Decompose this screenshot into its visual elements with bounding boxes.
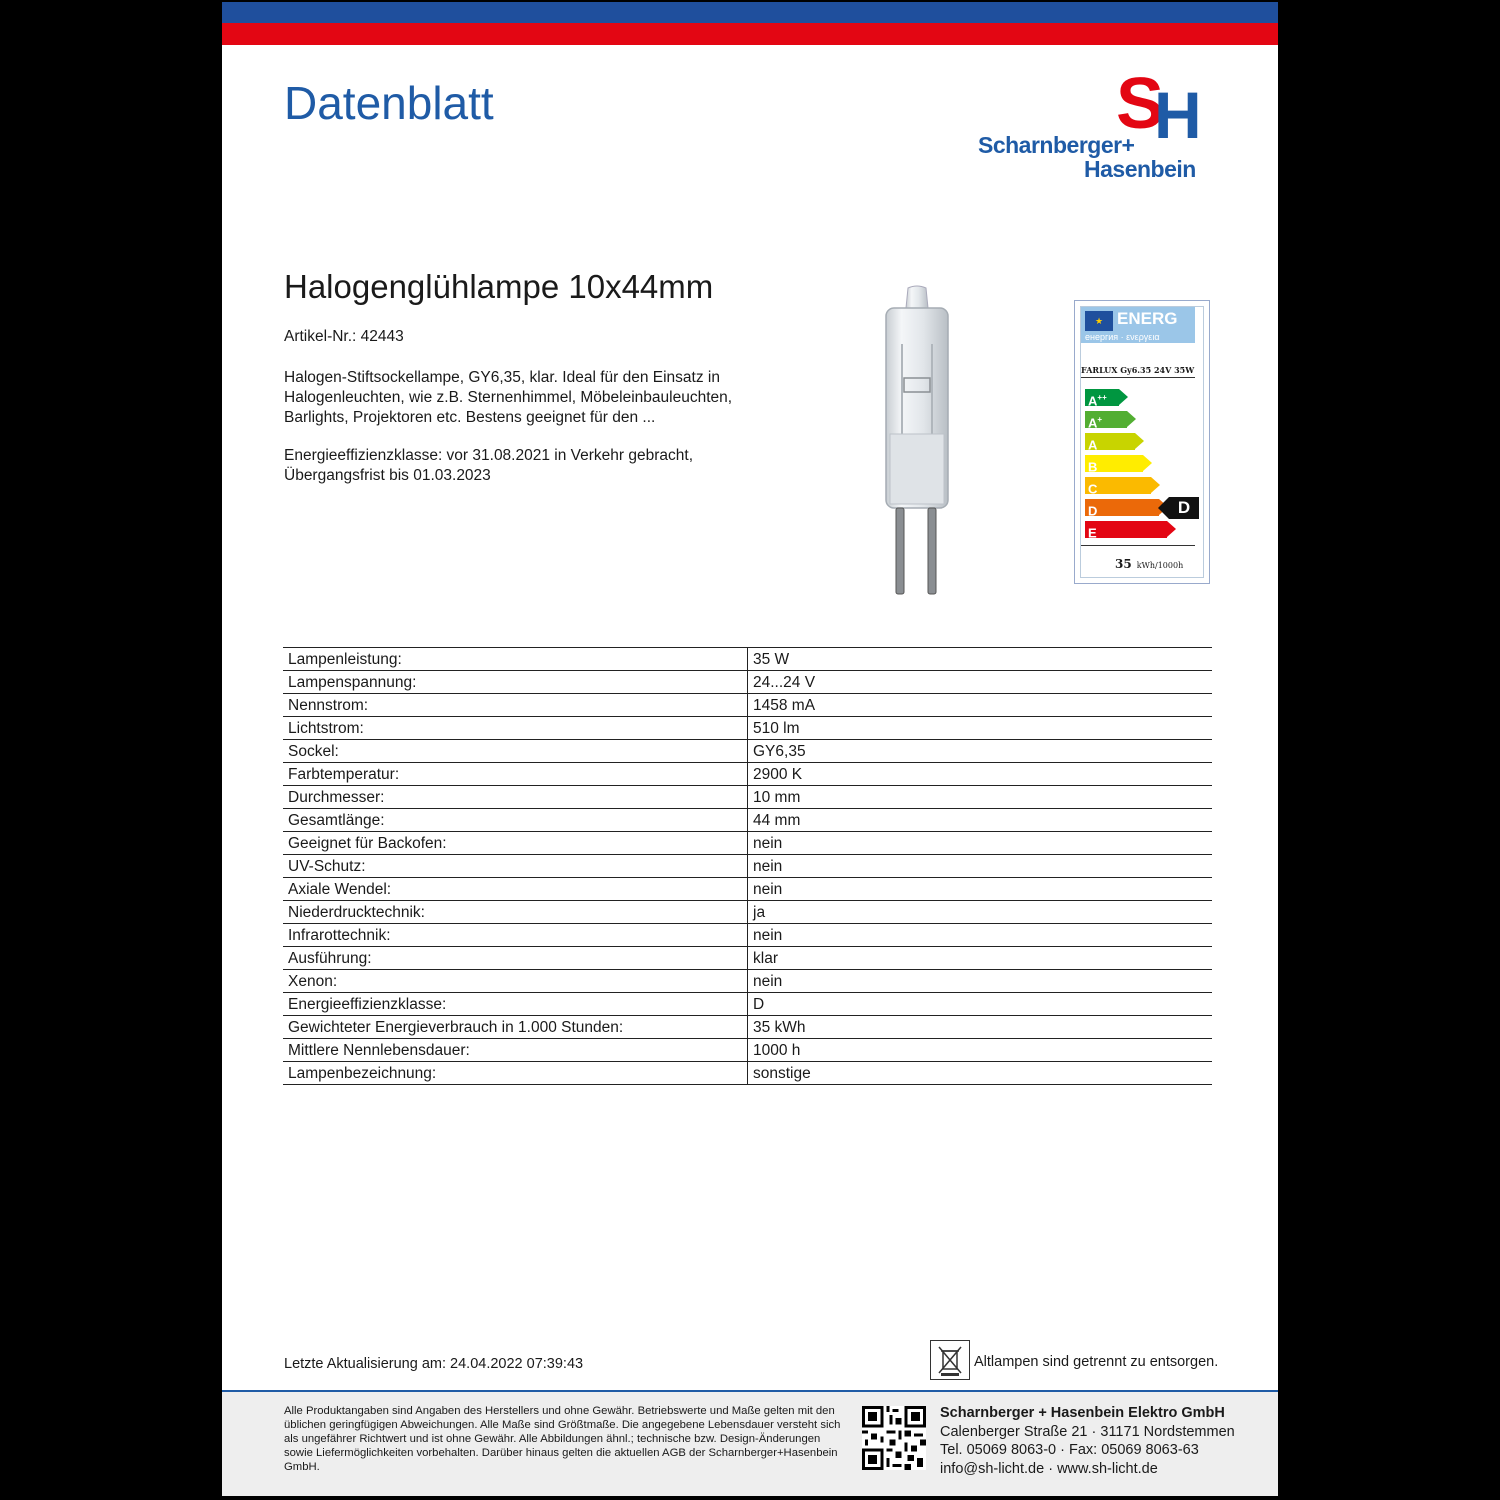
- spec-value: 1000 h: [748, 1039, 1213, 1062]
- energy-label-heading: ENERG: [1117, 309, 1178, 328]
- spec-row: [283, 763, 1212, 786]
- energy-class-note: Energieeffizienzklasse: vor 31.08.2021 in Verkehr gebracht, Übergangsfrist bis 01.03.2023: [284, 447, 693, 484]
- spec-row: [283, 924, 1212, 947]
- energy-class-letter: D: [1088, 503, 1098, 519]
- spec-row: [283, 717, 1212, 740]
- spec-value: nein: [748, 878, 1213, 901]
- spec-row: [283, 671, 1212, 694]
- spec-row: [283, 786, 1212, 809]
- spec-row: [283, 1016, 1212, 1039]
- company-name: Scharnberger + Hasenbein Elektro GmbH: [940, 1405, 1225, 1421]
- spec-value: nein: [748, 855, 1213, 878]
- spec-value: 510 lm: [748, 717, 1213, 740]
- spec-key: Mittlere Nennlebensdauer:: [283, 1039, 748, 1062]
- spec-value: GY6,35: [748, 740, 1213, 763]
- spec-key: Axiale Wendel:: [283, 878, 748, 901]
- spec-key: Sockel:: [283, 740, 748, 763]
- spec-value: klar: [748, 947, 1213, 970]
- spec-value: nein: [748, 924, 1213, 947]
- spec-row: [283, 694, 1212, 717]
- logo-mark-h: H: [1154, 78, 1202, 152]
- header-stripe-red: [222, 23, 1278, 45]
- energy-label-divider-bottom: [1081, 545, 1195, 546]
- qr-code-icon[interactable]: [862, 1406, 926, 1470]
- product-title: Halogenglühlampe 10x44mm: [284, 268, 714, 305]
- spec-key: Farbtemperatur:: [283, 763, 748, 786]
- halogen-lamp-image: [862, 284, 972, 602]
- energy-label-consumption: [1115, 553, 1183, 572]
- spec-key: UV-Schutz:: [283, 855, 748, 878]
- spec-key: Durchmesser:: [283, 786, 748, 809]
- company-phone: Tel. 05069 8063-0 · Fax: 05069 8063-63: [940, 1442, 1199, 1458]
- energy-kwh-value: 35: [1115, 557, 1132, 571]
- logo-text-line2: Hasenbein: [1084, 156, 1196, 182]
- company-address: Calenberger Straße 21 · 31171 Nordstemmen: [940, 1423, 1235, 1440]
- energy-class-letter: A: [1088, 437, 1098, 453]
- spec-row: [283, 901, 1212, 924]
- energy-label-header: [1081, 307, 1195, 343]
- logo-text-line1: Scharnberger+: [978, 132, 1135, 158]
- spec-row: [283, 878, 1212, 901]
- spec-row: [283, 1062, 1212, 1085]
- spec-row: [283, 648, 1212, 671]
- energy-label-subheading: енергия · ενεργεια: [1085, 332, 1160, 342]
- spec-value: 24...24 V: [748, 671, 1213, 694]
- energy-class-letter: C: [1088, 481, 1098, 497]
- article-number: Artikel-Nr.: 42443: [284, 328, 404, 345]
- energy-class-arrow: [1085, 455, 1143, 475]
- energy-class-arrow: [1085, 499, 1159, 519]
- energy-label-divider: [1081, 377, 1195, 378]
- spec-value: nein: [748, 970, 1213, 993]
- energy-class-sup: +: [1097, 415, 1103, 424]
- spec-row: [283, 832, 1212, 855]
- specs-table: [283, 647, 1212, 1085]
- spec-value: 35 kWh: [748, 1016, 1213, 1039]
- spec-value: 44 mm: [748, 809, 1213, 832]
- spec-key: Geeignet für Backofen:: [283, 832, 748, 855]
- crossed-bin-icon: [930, 1340, 970, 1380]
- spec-row: [283, 855, 1212, 878]
- spec-key: Energieeffizienzklasse:: [283, 993, 748, 1016]
- spec-key: Niederdrucktechnik:: [283, 901, 748, 924]
- spec-value: 35 W: [748, 648, 1213, 671]
- spec-value: 2900 K: [748, 763, 1213, 786]
- energy-current-class: D: [1169, 497, 1199, 519]
- spec-row: [283, 947, 1212, 970]
- header-stripe-blue: [222, 2, 1278, 23]
- energy-class-letter: A: [1088, 393, 1098, 409]
- energy-class-arrow: [1085, 433, 1135, 453]
- energy-class-arrow: [1085, 411, 1127, 431]
- spec-row: [283, 993, 1212, 1016]
- spec-value: 10 mm: [748, 786, 1213, 809]
- datasheet-page: [222, 2, 1278, 1496]
- energy-class-arrow: [1085, 477, 1151, 497]
- company-logo: [978, 64, 1218, 186]
- energy-kwh-unit: kWh/1000h: [1136, 561, 1184, 570]
- energy-class-letter: A: [1088, 415, 1098, 431]
- spec-value: nein: [748, 832, 1213, 855]
- spec-value: ja: [748, 901, 1213, 924]
- spec-value: 1458 mA: [748, 694, 1213, 717]
- spec-row: [283, 809, 1212, 832]
- spec-key: Lichtstrom:: [283, 717, 748, 740]
- spec-row: [283, 1039, 1212, 1062]
- company-web[interactable]: info@sh-licht.de · www.sh-licht.de: [940, 1460, 1158, 1477]
- spec-row: [283, 970, 1212, 993]
- energy-label-model: FARLUX Gy6.35 24V 35W: [1081, 365, 1195, 375]
- spec-key: Gesamtlänge:: [283, 809, 748, 832]
- energy-label: [1074, 300, 1210, 584]
- energy-class-letter: B: [1088, 459, 1098, 475]
- document-title: Datenblatt: [284, 77, 494, 129]
- disposal-note: Altlampen sind getrennt zu entsorgen.: [974, 1354, 1219, 1370]
- product-description: Halogen-Stiftsockellampe, GY6,35, klar. Ideal für den Einsatz in Halogenleuchten, wie z.B. Sternenhimmel, Möbeleinbauleuchten, Barlights, Projektoren etc. Bestens geeignet für den ...: [284, 369, 733, 426]
- company-contact: [940, 1404, 1235, 1478]
- spec-key: Gewichteter Energieverbrauch in 1.000 Stunden:: [283, 1016, 748, 1039]
- spec-key: Infrarottechnik:: [283, 924, 748, 947]
- eu-flag-icon: ★: [1085, 311, 1113, 331]
- energy-class-sup: ++: [1097, 393, 1107, 402]
- spec-key: Xenon:: [283, 970, 748, 993]
- spec-key: Lampenbezeichnung:: [283, 1062, 748, 1085]
- footer-disclaimer: Alle Produktangaben sind Angaben des Herstellers und ohne Gewähr. Betriebswerte und Maße gelten mit den üblichen geringfügigen Abweichungen. Alle Maße sind Größtmaße. Die angegebene Lebensdauer versteht sich als ungefährer Richtwert und ist ohne Gewähr. Alle Abbildungen ähnl.; technische bzw. Design-Änderungen sowie Liefermöglichkeiten vorbehalten. Darüber hinaus gelten die aktuellen AGB der Scharnberger+Hasenbein GmbH.: [284, 1405, 841, 1473]
- spec-value: sonstige: [748, 1062, 1213, 1085]
- energy-class-arrow: [1085, 521, 1167, 541]
- spec-row: [283, 740, 1212, 763]
- spec-key: Lampenleistung:: [283, 648, 748, 671]
- spec-value: D: [748, 993, 1213, 1016]
- spec-key: Ausführung:: [283, 947, 748, 970]
- last-updated: Letzte Aktualisierung am: 24.04.2022 07:39:43: [284, 1356, 584, 1372]
- energy-class-arrow: [1085, 389, 1119, 409]
- logo-mark-s: S: [1116, 64, 1165, 144]
- spec-key: Nennstrom:: [283, 694, 748, 717]
- spec-key: Lampenspannung:: [283, 671, 748, 694]
- energy-class-letter: E: [1088, 525, 1097, 541]
